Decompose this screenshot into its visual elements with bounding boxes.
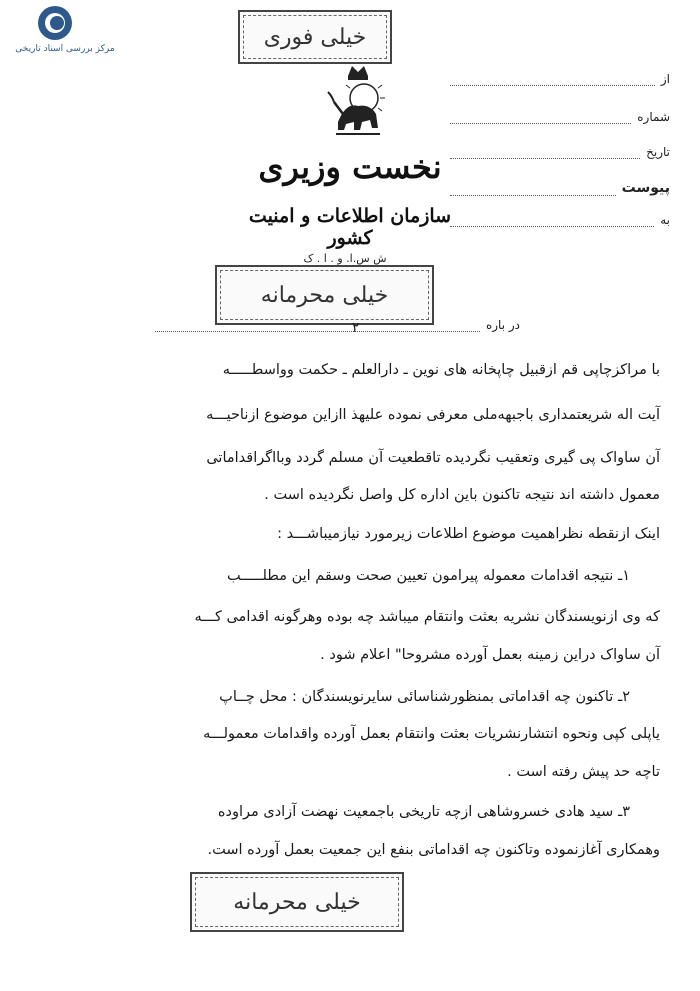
- subject-field: [155, 318, 520, 332]
- body-line: ۱ـ نتیجه اقدامات معموله پیرامون تعیین صحت وسقم این مطلـــــب: [227, 568, 630, 584]
- body-line: آن ساواک دراین زمینه بعمل آورده مشروحا" اعلام شود .: [320, 647, 660, 663]
- confidential-stamp-top-text: خیلی محرمانه: [260, 282, 389, 308]
- archive-logo: [10, 6, 120, 56]
- urgent-stamp: [238, 10, 392, 64]
- from-field: [450, 72, 670, 86]
- to-label: به: [660, 213, 670, 227]
- page-number: ۲: [352, 320, 360, 336]
- body-line: اینک ازنقطه نظراهمیت موضوع اطلاعات زیرمورد نیازمیباشـــد :: [277, 526, 660, 542]
- body-line: آیت اله شریعتمداری باجبهه‌ملی معرفی نموده علیهذ اازاین موضوع ازناحیـــه: [206, 407, 660, 423]
- body-line: ۳ـ سید هادی خسروشاهی ازچه تاریخی باجمعیت نهضت آزادی مراوده: [217, 804, 630, 820]
- body-line: یاپلی کپی ونحوه انتشارنشریات بعثت وانتقام بعمل آورده واقدامات معمولـــه: [203, 726, 660, 742]
- urgent-stamp-text: خیلی فوری: [263, 24, 367, 50]
- lion-sun-emblem-icon: [318, 62, 398, 144]
- body-line: معمول داشته اند نتیجه تاکنون باین اداره کل واصل نگردیده است .: [264, 487, 660, 503]
- number-field: [450, 110, 670, 124]
- body-line: تاچه حد پیش رفته است .: [507, 764, 660, 780]
- body-line: وهمکاری آغازنموده وتاکنون چه اقداماتی بنفع این جمعیت بعمل آورده است.: [207, 842, 660, 858]
- body-line: با مراکزچاپی قم ازقبیل چاپخانه های نوین ـ دارالعلم ـ حکمت وواسطـــــه: [222, 362, 660, 378]
- body-line: که وی ازنویسندگان نشریه بعثت وانتقام میباشد چه بوده وهرگونه اقدامی کـــه: [194, 609, 660, 625]
- confidential-stamp-bottom: [190, 872, 404, 932]
- office-title: نخست وزیری: [258, 148, 442, 186]
- date-field: [450, 145, 670, 159]
- archive-caption: مرکز بررسی اسناد تاریخی: [15, 44, 115, 54]
- number-label: شماره: [637, 110, 670, 124]
- to-field: [450, 213, 670, 227]
- subject-label: در باره: [485, 318, 520, 332]
- archive-emblem-icon: [38, 6, 72, 40]
- body-line: آن ساواک پی گیری وتعقیب نگردیده تاقطعیت آن مسلم گردد وبااگراقداماتی: [206, 450, 660, 466]
- attachment-label: پیوست: [621, 180, 670, 196]
- date-label: تاریخ: [646, 145, 670, 159]
- from-label: از: [660, 72, 670, 86]
- organization-title: سازمان اطلاعات و امنیت کشور: [248, 205, 452, 249]
- attachment-field: [450, 180, 670, 196]
- sender-code: ش س.ا. و . ا . ک: [303, 252, 387, 265]
- confidential-stamp-bottom-text: خیلی محرمانه: [233, 889, 361, 915]
- confidential-stamp-top: [215, 265, 434, 325]
- body-line: ۲ـ تاکنون چه اقداماتی بمنظورشناسائی سایرنویسندگان : محل چــاپ: [219, 689, 630, 705]
